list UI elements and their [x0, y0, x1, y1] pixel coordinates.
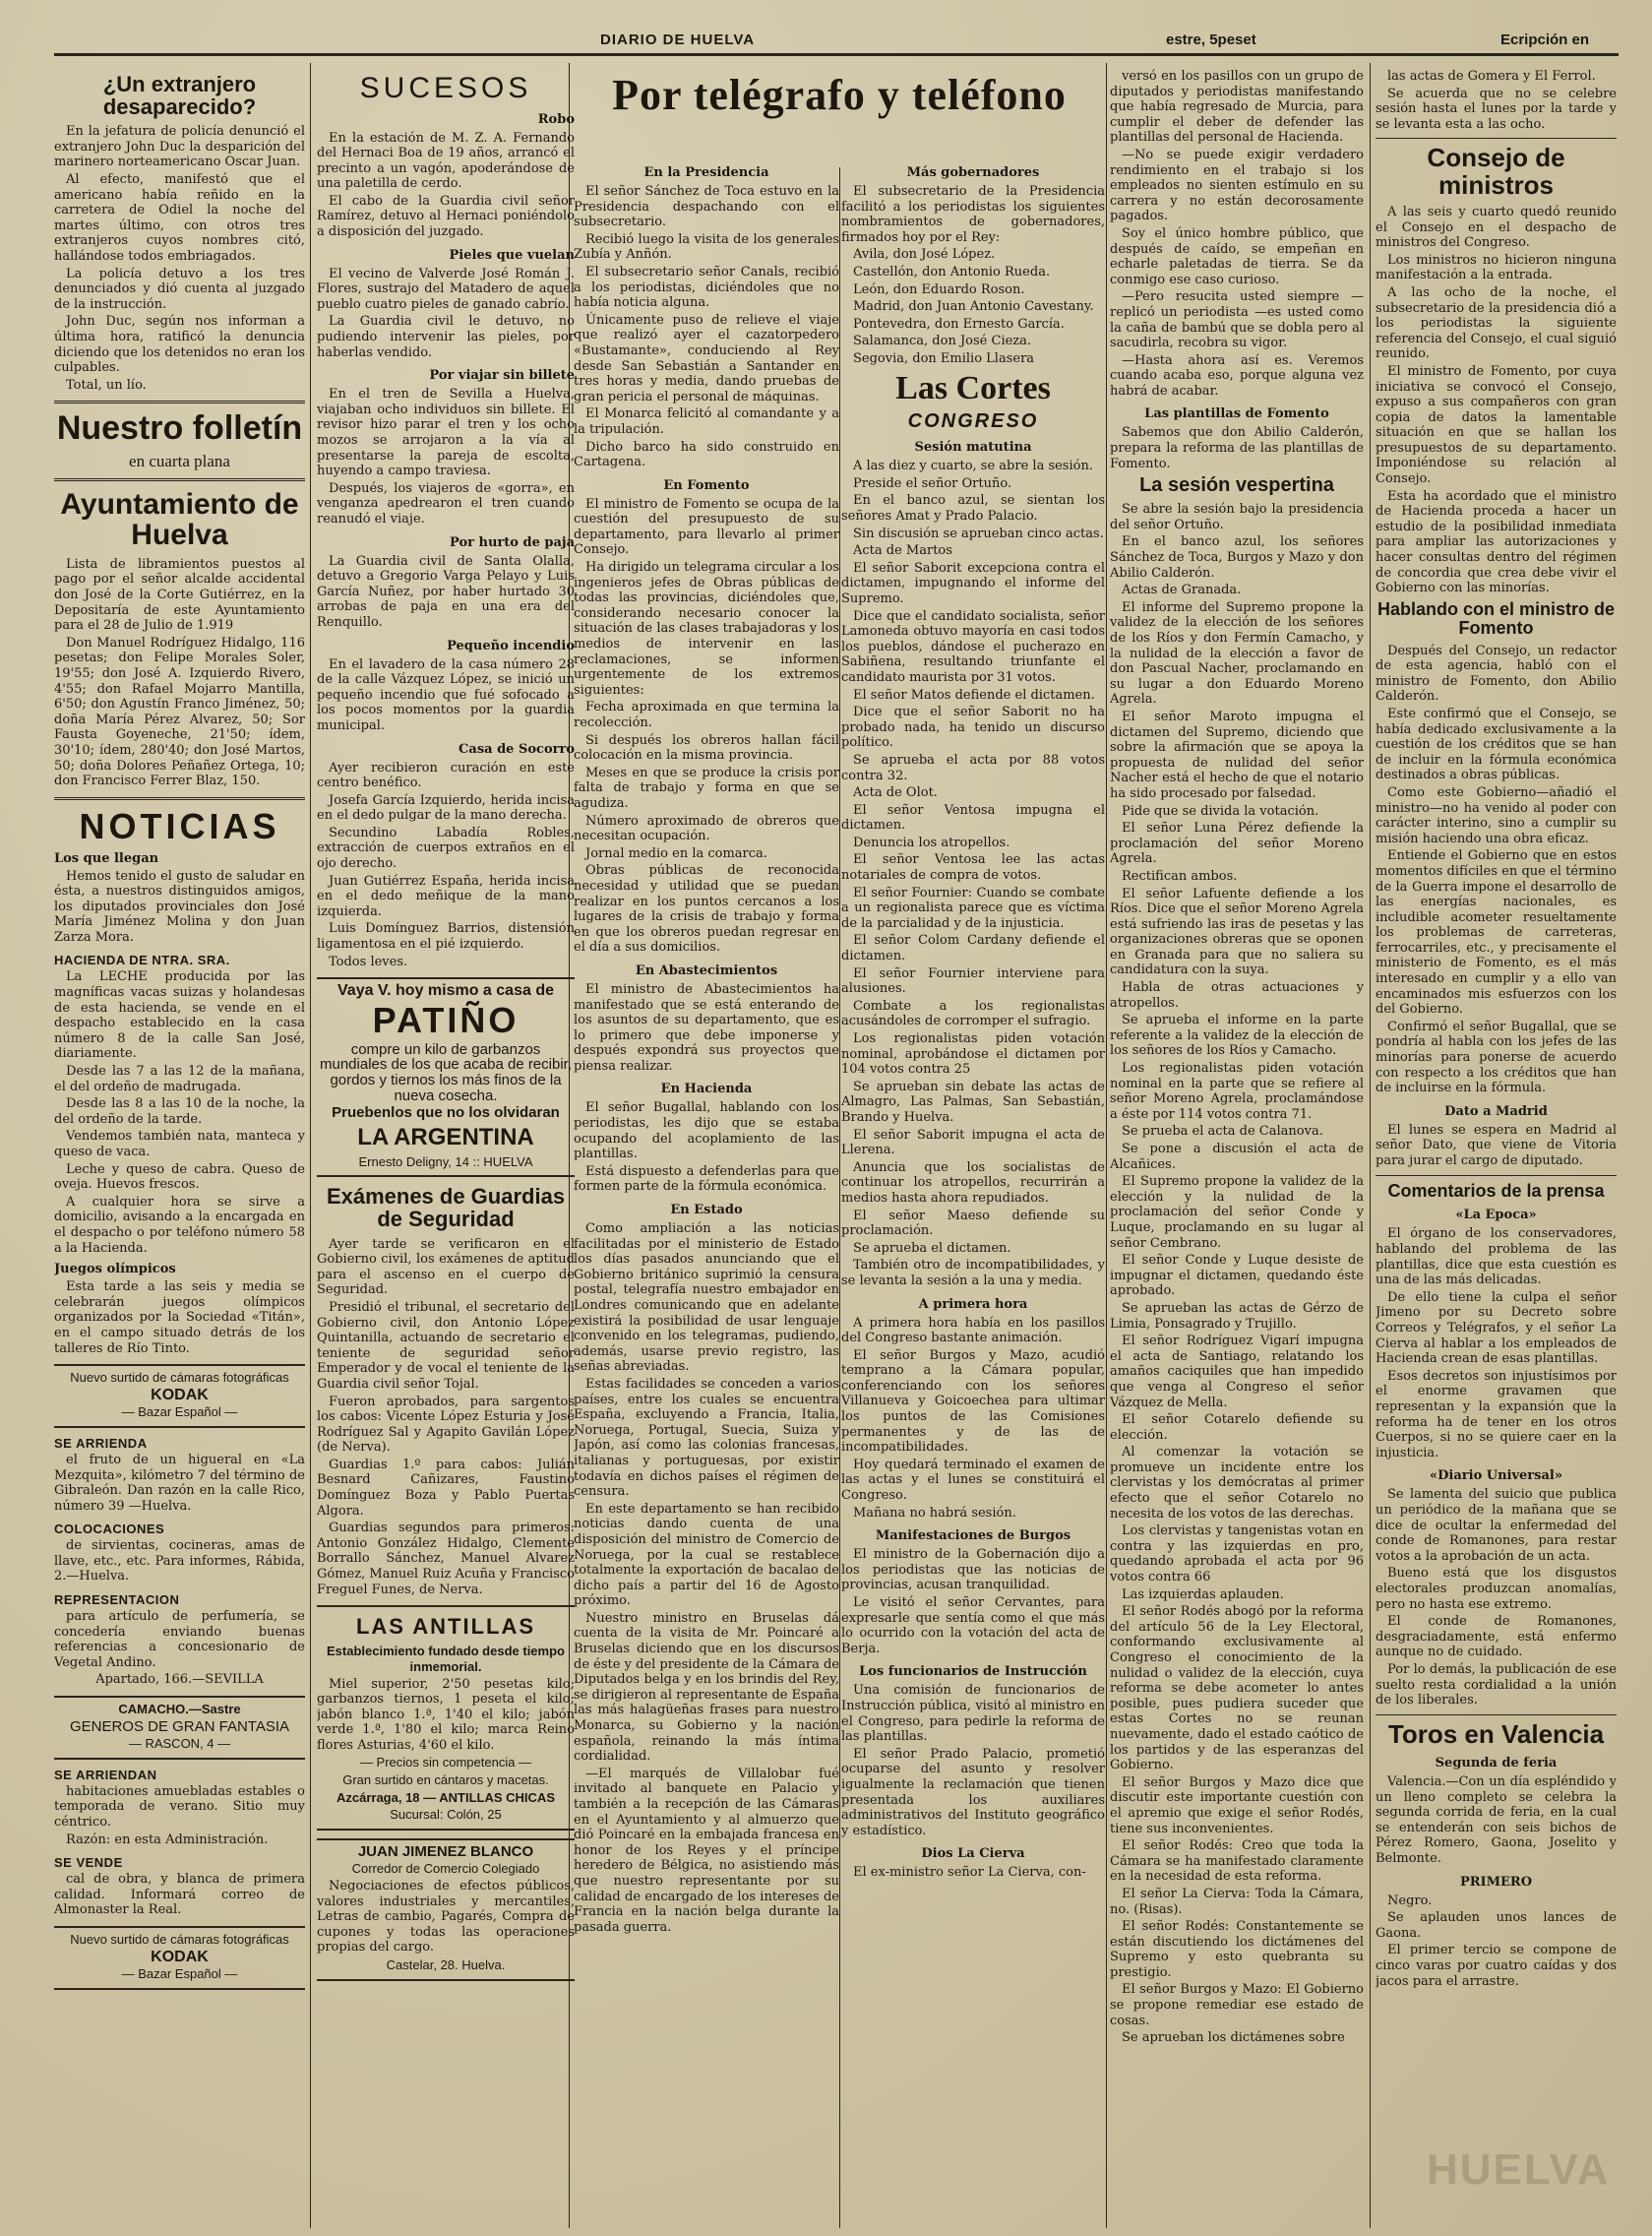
paragraph: —Hasta ahora así es. Veremos cuando acaba eso, porque alguna vez habrá de acabar.	[1110, 352, 1364, 399]
column-3a	[574, 157, 839, 1937]
column-3b	[841, 157, 1105, 1883]
paragraph: Desde las 8 a las 10 de la noche, la del ordeño de la tarde.	[54, 1096, 305, 1127]
jimenez-ad	[317, 1838, 575, 1981]
subhead: Por viajar sin billete	[429, 368, 575, 384]
paragraph: Como este Gobierno—añadió el ministro—no ha venido al poder con carácter interino, sino a cumplir su misión haciendo una obra eficaz.	[1376, 784, 1617, 846]
ad-argentina: LA ARGENTINA	[357, 1123, 534, 1150]
paragraph: Se lamenta del suicio que publica un periódico de la mañana que se dice de ocultar la enfermedad del conde de Romanones, para restar votos a la aprobación de un acta.	[1376, 1487, 1617, 1564]
paragraph: —Pero resucita usted siempre —replicó un periodista —es usted como la caña de bambú que se dobla pero al sacudirla, recobra su vigor.	[1110, 289, 1364, 351]
paragraph: Entiende el Gobierno que en estos momentos difíciles en que el término de la Guerra impone el desarrollo de las energías nacionales, es includible acometer resueltamente los problemas de carreteras, ferrocarriles, etc., y precisamente el ministerio de Fomento, es el más interesado en cumplir y a ello van encaminados mis esfuerzos con los del Gobierno.	[1376, 848, 1617, 1018]
masthead	[54, 30, 1619, 51]
headline-comentarios: Comentarios de la prensa	[1387, 1180, 1605, 1201]
ad-line: compre un kilo de garbanzos mundiales de los que acaba de recibir, gordos y tiernos los más finos de la nueva cosecha.	[320, 1040, 572, 1104]
paragraph: Don Manuel Rodríguez Hidalgo, 116 pesetas; don Felipe Morales Soler, 19'55; don José A. Izquierdo Rivero, 4'55; don Rafael Mojarro Mantilla, 6'50; don Agustín Franco Jiménez, 50; doña María Pérez Alvarez, 50; Sor Fausta Goyeneche, 21'50; ídem, 30'10; ídem, 280'40; don José Martos, 50; doña Dolores Peñañez Ortega, 10; don Francisco Ferrer Blaz, 150.	[54, 635, 305, 789]
paragraph: El ministro de Fomento, por cuya iniciativa se convocó el Consejo, expuso a sus compañeros con gran copia de datos la lamentable situación en que se hallan los presupuestos de su departamento. Imponiéndose su relación al Consejo.	[1376, 363, 1617, 487]
kodak-ad-2	[54, 1926, 305, 1990]
paragraph: El señor Sánchez de Toca estuvo en la Presidencia despachando con el subsecretario.	[574, 184, 839, 230]
paragraph: Se prueba el acta de Calanova.	[1122, 1124, 1323, 1140]
paragraph: Lista de libramientos puestos al pago por el señor alcalde accidental don José de la Corte Gutiérrez, en la Depositaría de este Ayuntamiento para el 28 de Julio de 1.919	[54, 556, 305, 634]
paragraph: Se aprueban sin debate las actas de Almagro, Las Palmas, San Sebastián, Brando y Huelva.	[841, 1079, 1105, 1125]
paragraph: Soy el único hombre público, que después de caído, se empeñan en echarle paletadas de tierra. Se da conmigo ese caso curioso.	[1110, 225, 1364, 287]
paragraph: Meses en que se produce la crisis por falta de trabajo y forma en que se agudiza.	[574, 765, 839, 811]
paragraph: para artículo de perfumería, se concedería enviando buenas referencias a concesionario de Vegetal Andino.	[54, 1609, 305, 1670]
ad-line: Nuevo surtido de cámaras fotográficas	[70, 1370, 289, 1386]
subhead: Juegos olímpicos	[54, 1262, 176, 1277]
subhead: Dios La Cierva	[921, 1846, 1025, 1862]
paragraph: Recibió luego la visita de los generales Zubía y Anñón.	[574, 231, 839, 263]
subhead: Casa de Socorro	[459, 741, 575, 757]
paragraph: Preside el señor Ortuño.	[853, 475, 1012, 491]
subhead: Pieles que vuelan	[449, 247, 575, 263]
column-1	[54, 69, 305, 1998]
paragraph: La Guardia civil de Santa Olalla, detuvo a Gregorio Varga Pelayo y Luis García Nuñez, por haber hurtado 30 arrobas de paja en una era del Renquillo.	[317, 553, 575, 630]
headline-vespertina: La sesión vespertina	[1139, 474, 1334, 497]
paragraph: El señor Bugallal, hablando con los periodistas, les dijo que se estaba ocupando del acoplamiento de las plantillas.	[574, 1100, 839, 1162]
ad-line: Negociaciones de efectos públicos, valores industriales y mercantiles, Letras de cambio, Pagarés, Compra de cupones y todas las operaciones propias del cargo.	[317, 1879, 575, 1956]
paragraph: Pontevedra, don Ernesto García.	[853, 316, 1065, 332]
headline-telegrafo: Por telégrafo y teléfono	[612, 71, 1067, 119]
paragraph: Leche y queso de cabra. Queso de oveja. Huevos frescos.	[54, 1161, 305, 1193]
subhead: En Fomento	[663, 477, 750, 493]
column-3	[574, 69, 1105, 2224]
paragraph: El Supremo propone la validez de la elección y la nulidad de la proclamación del señor Conde y Luque, proclamando en su lugar al señor Cembrano.	[1110, 1174, 1364, 1251]
headline-ayuntamiento: Ayuntamiento de Huelva	[60, 487, 299, 552]
paragraph: Este confirmó que el Consejo, se había dedicado exclusivamente a la cuestión de los créditos que se han de incluir en la fórmula económica destinados a obras públicas.	[1376, 706, 1617, 783]
ad-caption: SE VENDE	[54, 1855, 123, 1871]
paragraph: El señor Maroto impugna el dictamen del Supremo, diciendo que sobre la afirmación que se apoya la propuesta de nulidad del señor Nacher está el hecho de que el notario ha sido procesado por falsedad.	[1110, 709, 1364, 801]
paragraph: Después del Consejo, un redactor de esta agencia, habló con el ministro de Fomento, don Abilio Calderón.	[1376, 643, 1617, 705]
paragraph: En el tren de Sevilla a Huelva, viajaban ocho individuos sin billete. El revisor hizo parar el tren y los ocho mozos se arrojaron a la vía al presentarse la pareja de escolta, huyendo a campo traviesa.	[317, 387, 575, 479]
paragraph: Se aprueba el dictamen.	[853, 1240, 1011, 1256]
ad-caption: REPRESENTACION	[54, 1592, 180, 1608]
paragraph: El señor Burgos y Mazo: El Gobierno se propone remediar ese estado de cosas.	[1110, 1982, 1364, 2028]
paragraph: En el lavadero de la casa número 28 de la calle Vázquez López, se inició un pequeño incendio que fué sofocado a los pocos momentos por la guardia municipal.	[317, 656, 575, 733]
paragraph: León, don Eduardo Roson.	[853, 281, 1025, 297]
column-4	[1110, 69, 1364, 2048]
paragraph: A las seis y cuarto quedó reunido el Consejo en el despacho de ministros del Congreso.	[1376, 204, 1617, 251]
paragraph: Bueno está que los disgustos electorales produzcan anomalías, pero no hasta ese extremo.	[1376, 1566, 1617, 1612]
ad-line: Azcárraga, 18 — ANTILLAS CHICAS	[336, 1789, 555, 1805]
headline-noticias: NOTICIAS	[79, 805, 280, 846]
headline-congreso: CONGRESO	[907, 410, 1039, 433]
paragraph: Por lo demás, la publicación de ese suelto resta cordialidad a la unión de los liberales.	[1376, 1661, 1617, 1708]
paragraph: Actas de Granada.	[1122, 583, 1242, 598]
paragraph: Se pone a discusión el acta de Alcañices.	[1110, 1142, 1364, 1172]
paragraph: Juan Gutiérrez España, herida incisa en el dedo meñique de la mano izquierda.	[317, 873, 575, 919]
paragraph: Avila, don José López.	[853, 247, 996, 263]
paragraph: Los ministros no hicieron ninguna manifestación a la entrada.	[1376, 252, 1617, 283]
paragraph: El señor Ventosa lee las actas notariales de compra de votos.	[841, 852, 1105, 884]
subhead: Sesión matutina	[914, 440, 1032, 456]
paragraph: Está dispuesto a defenderlas para que formen parte de la fórmula económica.	[574, 1163, 839, 1195]
paragraph: Castellón, don Antonio Rueda.	[853, 264, 1051, 280]
headline-hablando: Hablando con el ministro de Fomento	[1377, 598, 1616, 638]
paragraph: A las diez y cuarto, se abre la sesión.	[853, 459, 1093, 474]
ad-line: Establecimiento fundado desde tiempo inmemorial.	[327, 1644, 565, 1674]
paragraph: El órgano de los conservadores, hablando del problema de las plantillas, dice que esta cuestión es una de las más delicadas.	[1376, 1226, 1617, 1288]
paragraph: Una comisión de funcionarios de Instrucción pública, visitó al ministro en el Congreso, para pedirle la reforma de las plantillas.	[841, 1683, 1105, 1745]
ad-line: Corredor de Comercio Colegiado	[351, 1861, 540, 1877]
subhead: Robo	[537, 111, 575, 127]
paragraph: El subsecretario señor Canals, recibió a los periodistas, diciéndoles que no había noticia alguna.	[574, 264, 839, 311]
paragraph: Ayer tarde se verificaron en el Gobierno civil, los exámenes de aptitud para el ascenso en el cuerpo de Seguridad.	[317, 1236, 575, 1298]
subhead: En Hacienda	[660, 1082, 753, 1097]
headline-sucesos: SUCESOS	[359, 72, 532, 104]
paragraph: También otro de incompatibilidades, y se levanta la sesión a la una y media.	[841, 1258, 1105, 1288]
paragraph: Valencia.—Con un día espléndido y un lleno completo se celebra la segunda corrida de feria, en la cual se entenderán con seis bichos de Pérez Romero, Gaona, Joselito y Belmonte.	[1376, 1774, 1617, 1866]
subhead: En la Presidencia	[643, 165, 769, 180]
paragraph: Estas facilidades se conceden a varios países, entre los cuales se encuentra España, excluyendo a Francia, Italia, Noruega, Portugal, Suecia, Suiza y Japón, así como las colonias francesas, italianas y portuguesas, por existir todavía en dichos países el régimen de censura.	[574, 1376, 839, 1500]
paragraph: Se acuerda que no se celebre sesión hasta el lunes por la tarde y se levanta esta a las ocho.	[1376, 86, 1617, 132]
ad-caption: HACIENDA DE NTRA. SRA.	[54, 953, 230, 968]
paragraph: Al efecto, manifestó que el americano había reñido en la carretera de Odiel la noche del martes último, con otros tres extranjeros cuyos nombres citó, hallándose todos embriagados.	[54, 171, 305, 264]
paragraph: El ministro de la Gobernación dijo a los periodistas que las noticias de provincias, acusan tranquilidad.	[841, 1547, 1105, 1593]
paragraph: Dice que el candidato socialista, señor Lamoneda obtuvo mayoría en casi todos los pueblos, dándose el pucherazo en Sabiñena, resultando triunfante el candidato maurista por 31 votos.	[841, 608, 1105, 685]
paragraph: Guardias segundos para primeros: Antonio González Hidalgo, Clemente Borrallo Sánchez, Manuel Alvarez Gómez, Manuel Ruiz Acuña y Francisco Freguel Funes, de Nerva.	[317, 1521, 575, 1597]
paragraph: Se abre la sesión bajo la presidencia del señor Ortuño.	[1110, 502, 1364, 532]
ad-line: Ernesto Deligny, 14 :: HUELVA	[358, 1153, 533, 1169]
paragraph: Guardias 1.º para cabos: Julián Besnard Cañizares, Faustino Domínguez Boza y Pablo Puertas Algora.	[317, 1457, 575, 1519]
column-rule-1	[310, 63, 311, 2228]
subhead: Las plantillas de Fomento	[1144, 406, 1329, 422]
paragraph: Madrid, don Juan Antonio Cavestany.	[853, 299, 1094, 315]
paragraph: Acta de Martos	[853, 543, 952, 559]
paragraph: La LECHE producida por las magníficas vacas suizas y holandesas de esta hacienda, se vende en el despacho establecido en la casa número 8 de la calle San José, diariamente.	[54, 969, 305, 1062]
ad-line: GENEROS DE GRAN FANTASIA	[69, 1717, 290, 1735]
divider	[54, 401, 305, 404]
paragraph: El primer tercio se compone de cinco varas por cuatro caídas y dos jacos para el arrastre.	[1376, 1943, 1617, 1989]
paragraph: Se aprueba el informe en la parte referente a la validez de la elección de los señores de los Ríos y Camacho.	[1110, 1013, 1364, 1059]
ad-line: Sucursal: Colón, 25	[390, 1807, 502, 1823]
paragraph: Si después los obreros hallan fácil colocación en la misma provincia.	[574, 732, 839, 764]
paragraph: Obras públicas de reconocida necesidad y utilidad que se puedan realizar en los puntos cercanos a los lugares de la crisis de trabajo y forma en que los obreros puedan regresar en el día a sus domicilios.	[574, 863, 839, 956]
paragraph: Hemos tenido el gusto de saludar en ésta, a nuestros distinguidos amigos, los diputados provinciales don José María Jiménez Molina y don Juan Zarza Mora.	[54, 868, 305, 945]
ad-line: Castelar, 28. Huelva.	[386, 1957, 506, 1972]
headline-cortes: Las Cortes	[895, 369, 1051, 406]
subhead: Más gobernadores	[906, 165, 1040, 180]
paragraph: Acta de Olot.	[853, 785, 938, 801]
paragraph: El señor La Cierva: Toda la Cámara, no. (Risas).	[1110, 1886, 1364, 1917]
paragraph: Se aplauden unos lances de Gaona.	[1376, 1910, 1617, 1941]
paragraph: A cualquier hora se sirve a domicilio, avisando a la encargada en el despacho o por teléfono número 58 a la Hacienda.	[54, 1194, 305, 1256]
paragraph: De ello tiene la culpa el señor Jimeno por su Decreto sobre Correos y Telégrafos, y el señor La Cierva al hablar a los empleados de Hacienda crean de esas plantillas.	[1376, 1289, 1617, 1367]
paragraph: Ayer recibieron curación en este centro benéfico.	[317, 760, 575, 791]
paragraph: Se aprueban los dictámenes sobre	[1122, 2030, 1345, 2046]
column-rule-5	[1370, 63, 1371, 2228]
paragraph: El señor Fournier interviene para alusiones.	[841, 965, 1105, 997]
paragraph: Al comenzar la votación se promueve un incidente entre los clervistas y los demócratas al primer efecto que el señor Cotarelo no necesita de los votos de las derechas.	[1110, 1445, 1364, 1522]
paragraph: Únicamente puso de relieve el viaje que realizó ayer el cazatorpedero «Bustamante», conduciendo al Rey desde San Sebastián a Santander en tres horas y media, dando pruebas de gran pericia el personal de máquinas.	[574, 312, 839, 404]
ad-line: Gran surtido en cántaros y macetas.	[342, 1772, 549, 1788]
paragraph: Esta tarde a las seis y media se celebrarán juegos olímpicos organizados por la Sociedad «Titán», en el campo situado detrás de los talleres de Río Tinto.	[54, 1279, 305, 1356]
kodak-ad	[54, 1364, 305, 1428]
ad-line: JUAN JIMENEZ BLANCO	[357, 1842, 534, 1860]
paragraph: Los regionalistas piden votación nominal, aprobándose el dictamen por 104 votos contra 25	[841, 1031, 1105, 1078]
subhead: Segunda de feria	[1435, 1756, 1558, 1770]
paragraph: En el banco azul, los señores Sánchez de Toca, Burgos y Mazo y don Abilio Calderón.	[1110, 534, 1364, 581]
paragraph: Apartado, 166.—SEVILLA	[95, 1672, 264, 1688]
paragraph: El informe del Supremo propone la validez de la elección de los señores de los Ríos y don Fermín Camacho, y la nulidad de la elección a favor de don Pascual Nacher, proclamando en su lugar a don Eduardo Moreno Agrela.	[1110, 599, 1364, 708]
paragraph: El lunes se espera en Madrid al señor Dato, que viene de Vitoria para jurar el cargo de diputado.	[1376, 1122, 1617, 1168]
subhead: Los que llegan	[54, 850, 159, 866]
paragraph: El señor Ventosa impugna el dictamen.	[841, 802, 1105, 834]
paragraph: El señor Rodés abogó por la reforma del artículo 56 de la Ley Electoral, conformando exclusivamente al Congreso el conocimiento de la nulidad o validez de la elección, cuya reforma se debe acometer lo antes posible, pues pudiera suceder que estas Cortes no se reunan nuevamente, dado el estado caótico de los partidos y de las esperanzas del Gobierno.	[1110, 1604, 1364, 1773]
paragraph: Luis Domínguez Barrios, distensión ligamentosa en el pié izquierdo.	[317, 921, 575, 953]
subhead: Los funcionarios de Instrucción	[859, 1664, 1087, 1680]
ad-line: CAMACHO.—Sastre	[118, 1702, 241, 1717]
paragraph: Razón: en esta Administración.	[66, 1832, 269, 1847]
divider	[1376, 1175, 1617, 1176]
ad-line: Pruebenlos que no los olvidaran	[332, 1104, 560, 1122]
camacho-ad	[54, 1696, 305, 1760]
column-2	[317, 69, 575, 1989]
ad-line: — RASCON, 4 —	[128, 1736, 231, 1752]
paragraph: Dicho barco ha sido construido en Cartagena.	[574, 439, 839, 470]
paragraph: El señor Rodés: Constantemente se están discutiendo los dictámenes del Supremo y esto quebranta su prestigio.	[1110, 1919, 1364, 1980]
patino-ad	[317, 977, 575, 1177]
paragraph: Denuncia los atropellos.	[853, 835, 1010, 850]
paragraph: Secundino Labadía Robles, extracción de cuerpos extraños en el ojo derecho.	[317, 825, 575, 872]
paragraph: Todos leves.	[329, 954, 408, 969]
paragraph: El ministro de Abastecimientos ha manifestado que se está enterando de los asuntos de su departamento, que es lo primero que debe imponerse y después expondrá sus proyectos que piensa realizar.	[574, 981, 839, 1074]
paragraph: Como ampliación a las noticias facilitadas por el ministerio de Estado los días pasados anunciando que el Gobierno británico suprimió la censura postal, telegrafía nuestro embajador en Londres comunicando que en adelante existirá la posibilidad de usar lenguaje convenido en los telegramas, pudiendo, además, usarse previo registro, las señas abreviadas.	[574, 1221, 839, 1375]
ad-line: Miel superior, 2'50 pesetas kilo; garbanzos tiernos, 1 peseta el kilo; jabón blanco 1.ª, 1'40 el kilo; jabón verde 1.ª, 1'80 el kilo; marca Reino flores Asturias, 4'60 el kilo.	[317, 1676, 575, 1753]
paragraph: El señor Maeso defiende su proclamación.	[841, 1208, 1105, 1239]
paragraph: Dice que el señor Saborit no ha probado nada, ha tenido un discurso político.	[841, 705, 1105, 751]
subhead: «La Epoca»	[1455, 1208, 1537, 1223]
paragraph: las actas de Gomera y El Ferrol.	[1387, 69, 1596, 84]
paragraph: Los clervistas y tangenistas votan en contra y las izquierdas en pro, quedando aprobada el acta por 96 votos contra 66	[1110, 1523, 1364, 1585]
paragraph: Segovia, don Emilio Llasera	[853, 350, 1035, 366]
paragraph: Mañana no habrá sesión.	[853, 1505, 1016, 1521]
paragraph: habitaciones amuebladas estables o temporada de verano. Sitio muy céntrico.	[54, 1783, 305, 1831]
antillas-ad	[317, 1605, 575, 1831]
masthead-date: estre, 5peset	[1166, 31, 1256, 48]
paragraph: El señor Luna Pérez defiende la proclamación del señor Moreno Agrela.	[1110, 821, 1364, 867]
paragraph: Nuestro ministro en Bruselas dá cuenta de la visita de Mr. Poincaré a Bruselas diciendo que en los discursos de éste y del presidente de la Cámara de Diputados belga y en los brindis del Rey, se dirigieron al representante de España las más halagüeñas frases para nuestro Monarca, su Gobierno y la nación española, reinando la más íntima cordialidad.	[574, 1610, 839, 1765]
subhead: En Abastecimientos	[635, 963, 778, 978]
paragraph: El ex-ministro señor La Cierva, con-	[853, 1865, 1086, 1881]
divider	[1376, 138, 1617, 139]
ad-caption: COLOCACIONES	[54, 1522, 165, 1537]
paragraph: En este departamento se han recibido noticias dando cuenta de una disposición del ministro de Comercio de Noruega, por la cual se restablece totalmente la exportación de bacalao de dicho país a partir del 16 de Agosto próximo.	[574, 1501, 839, 1609]
paragraph: El vecino de Valverde José Román J. Flores, sustrajo del Matadero de aquel pueblo cuatro pieles de ganado cabrío.	[317, 266, 575, 312]
paragraph: El señor Cotarelo defiende su elección.	[1110, 1412, 1364, 1443]
paragraph: Se aprueba el acta por 88 votos contra 32.	[841, 752, 1105, 783]
subhead: Dato a Madrid	[1444, 1103, 1548, 1119]
ad-line: Nuevo surtido de cámaras fotográficas	[70, 1931, 289, 1947]
paragraph: Después, los viajeros de «gorra», en venganza apedrearon el tren cuando reanudó el viaje.	[317, 480, 575, 527]
paragraph: La policía detuvo a los tres denunciados y dió cuenta al juzgado de la instrucción.	[54, 266, 305, 312]
paragraph: Anuncia que los socialistas de continuar los atropellos, recurrirán a medios hasta ahora repudiados.	[841, 1159, 1105, 1206]
paragraph: cal de obra, y blanca de primera calidad. Informará correo de Almonaster la Real.	[54, 1872, 305, 1918]
column-5	[1376, 69, 1617, 1991]
paragraph: Negro.	[1387, 1893, 1433, 1908]
paragraph: de sirvientas, cocineras, amas de llave, etc., etc. Para informes, Rábida, 2.—Huelva.	[54, 1538, 305, 1584]
headline-examenes: Exámenes de Guardias de Seguridad	[326, 1184, 566, 1232]
paragraph: Hoy quedará terminado el examen de las actas y el lunes se constituirá el Congreso.	[841, 1457, 1105, 1504]
paragraph: El conde de Romanones, desgraciadamente, está enfermo aunque no de cuidado.	[1376, 1614, 1617, 1660]
paragraph: Esta ha acordado que el ministro de Hacienda proceda a hacer un estudio de la posibilidad inmediata para ampliar las autorizaciones y hacer consultas dentro del régimen de concordia que crea debe vivir el Gobierno con las minorías.	[1376, 488, 1617, 596]
paragraph: Las izquierdas aplauden.	[1122, 1586, 1284, 1602]
divider	[54, 797, 305, 800]
paragraph: el fruto de un higueral en «La Mezquita», kilómetro 7 del término de Gibraleón. Dan razón en la calle Rico, número 39 —Huelva.	[54, 1452, 305, 1514]
paragraph: El Monarca felicitó al comandante y a la tripulación.	[574, 406, 839, 437]
ad-antillas-title: LAS ANTILLAS	[355, 1614, 536, 1640]
paragraph: Se aprueban las actas de Gérzo de Limia, Ponsagrado y Trujillo.	[1110, 1300, 1364, 1332]
masthead-subscription: Ecripción en	[1500, 31, 1590, 48]
subhead: En Estado	[670, 1203, 743, 1218]
paragraph: El señor Saborit excepciona contra el dictamen, impugnando el informe del Supremo.	[841, 560, 1105, 606]
ad-line: — Precios sin competencia —	[359, 1755, 532, 1770]
ad-line: KODAK	[151, 1948, 209, 1965]
paragraph: Fueron aprobados, para sargentos los cabos: Vicente López Esturia y José Rodríguez Sal y Agapito Gavilán López (de Nerva).	[317, 1394, 575, 1456]
paragraph: Combate a los regionalistas acusándoles de corromper el sufragio.	[841, 998, 1105, 1029]
divider	[54, 478, 305, 481]
ad-line: — Bazar Español —	[121, 1966, 238, 1982]
paragraph: El señor Prado Palacio, prometió ocuparse del asunto y resolver igualmente la reclamación que tienen presentada los auxiliares administrativos del Instituto geográfico y estadístico.	[841, 1746, 1105, 1838]
divider	[1376, 1714, 1617, 1715]
paragraph: En el banco azul, se sientan los señores Amat y Prado Palacio.	[841, 493, 1105, 524]
ad-caption: SE ARRIENDA	[54, 1435, 148, 1451]
paragraph: A las ocho de la noche, el subsecretario de la presidencia dió a los periodistas la siguiente referencia del Consejo, el cual siguió reunido.	[1376, 284, 1617, 362]
paragraph: John Duc, según nos informan a última hora, ratificó la denuncia diciendo que los detenidos no eran los culpables.	[54, 314, 305, 376]
paragraph: El cabo de la Guardia civil señor Ramírez, detuvo al Hernaci poniéndolo a disposición del juzgado.	[317, 193, 575, 240]
masthead-title: DIARIO DE HUELVA	[600, 31, 756, 48]
paragraph: El señor Colom Cardany defiende el dictamen.	[841, 933, 1105, 964]
headline-folletin: Nuestro folletín	[56, 409, 303, 448]
paragraph: Fecha aproximada en que termina la recolección.	[574, 700, 839, 730]
paragraph: En la jefatura de policía denunció el extranjero John Duc la desparición del marinero norteamericano Oscar Juan.	[54, 124, 305, 170]
subhead: Pequeño incendio	[447, 638, 575, 653]
paragraph: Desde las 7 a las 12 de la mañana, el del ordeño de madrugada.	[54, 1064, 305, 1094]
paragraph: El señor Burgos y Mazo, acudió temprano a la Cámara popular, conferenciando con los señores Villanueva y Goicoechea para ultimar los puntos de las Comisiones permanentes y de las de incompatibilidades.	[841, 1347, 1105, 1456]
paragraph: Esos decretos son injustísimos por el enorme gravamen que representan y la expansión que la reforma ha de tener en los otros Cuerpos, si no se quiere caer en la injusticia.	[1376, 1368, 1617, 1460]
paragraph: El señor Matos defiende el dictamen.	[853, 687, 1095, 703]
paragraph: El señor Rodés: Creo que toda la Cámara se ha manifestado claramente en la necesidad de esta reforma.	[1110, 1838, 1364, 1885]
paragraph: El señor Conde y Luque desiste de impugnar el dictamen, quedando éste aprobado.	[1110, 1253, 1364, 1299]
paragraph: El señor Fournier: Cuando se combate a un regionalista parece que es víctima de la parcialidad y de la injusticia.	[841, 885, 1105, 931]
paragraph: A primera hora había en los pasillos del Congreso bastante animación.	[841, 1315, 1105, 1346]
subhead: PRIMERO	[1459, 1874, 1533, 1890]
paragraph: Total, un lío.	[66, 377, 147, 393]
paragraph: Le visitó el señor Cervantes, para expresarle que sentía como el que más lo ocurrido con la votación del acta de Berja.	[841, 1595, 1105, 1656]
paragraph: Rectifican ambos.	[1122, 868, 1238, 884]
paragraph: —El marqués de Villalobar fué invitado al banquete en Palacio y también a la recepción de las Cámaras en el Ayuntamiento y al almuerzo que dió Poincaré en la embajada francesa en honor de los Reyes y el príncipe heredero de Bélgica, no asistiendo más que nuestro representante por su calidad de encargado de los intereses de Francia en la nación belga durante la pasada guerra.	[574, 1766, 839, 1935]
paragraph: El subsecretario de la Presidencia facilitó a los periodistas los siguientes nombramientos de gobernadores, firmados hoy por el Rey:	[841, 184, 1105, 245]
paragraph: El ministro de Fomento se ocupa de la cuestión del presupuesto de su departamento, para llevarlo al primer Consejo.	[574, 496, 839, 558]
headline-extranjero: ¿Un extranjero desaparecido?	[102, 72, 257, 120]
paragraph: Pide que se divida la votación.	[1122, 803, 1319, 819]
archive-watermark: HUELVA	[1427, 2145, 1611, 2194]
paragraph: Los regionalistas piden votación nominal en la parte que se refiere al señor Moreno Agrela, proclamándose a éste por 114 votos contra 71.	[1110, 1061, 1364, 1122]
paragraph: Confirmó el señor Bugallal, que se pondría al habla con los jefes de las minorías para ponerse de acuerdo con respecto a los créditos que han de incluirse en la fórmula.	[1376, 1019, 1617, 1096]
ad-caption: SE ARRIENDAN	[54, 1767, 157, 1782]
ad-line: Vaya V. hoy mismo a casa de	[337, 982, 554, 1000]
paragraph: La Guardia civil le detuvo, no pudiendo intervenir las pieles, por haberlas vendido.	[317, 314, 575, 360]
paragraph: Número aproximado de obreros que necesitan ocupación.	[574, 813, 839, 844]
paragraph: Vendemos también nata, manteca y queso de vaca.	[54, 1129, 305, 1160]
masthead-rule	[54, 53, 1619, 56]
paragraph: El señor Rodríguez Vigarí impugna el acta de Santiago, relatando los amaños caciquiles que han impedido que venga al Congreso el señor Vázquez de Mella.	[1110, 1334, 1364, 1410]
paragraph: —No se puede exigir verdadero rendimiento en el trabajo si los empleados no sienten estímulo en su carrera y no están decorosamente pagados.	[1110, 147, 1364, 224]
paragraph: Sin discusión se aprueban cinco actas.	[853, 526, 1104, 541]
folletin-subtitle: en cuarta plana	[129, 451, 230, 470]
paragraph: versó en los pasillos con un grupo de diputados y periodistas manifestando que había regresado de Murcia, para cumplir el deber de defender las plantillas del personal de Hacienda.	[1110, 69, 1364, 146]
headline-toros: Toros en Valencia	[1387, 1718, 1605, 1749]
paragraph: Presidió el tribunal, el secretario del Gobierno civil, don Antonio López Quintanilla, actuando de secretario el teniente de seguridad señor Emperador y de vocal el teniente de la Guardia civil señor Tojal.	[317, 1299, 575, 1392]
paragraph: Salamanca, don José Cieza.	[853, 334, 1032, 349]
headline-consejo: Consejo de ministros	[1427, 143, 1565, 200]
paragraph: En la estación de M. Z. A. Fernando del Hernaci Boa de 19 años, arrancó el precinto a un vagón, apoderándose de una paletilla de cerdo.	[317, 130, 575, 192]
subhead: Por hurto de paja	[450, 534, 575, 550]
paragraph: El señor Burgos y Mazo dice que discutir este importante cuestión con el apremio que exige el señor Rodés, tiene sus inconvenientes.	[1110, 1774, 1364, 1836]
subhead: A primera hora	[918, 1296, 1028, 1312]
ad-line: — Bazar Español —	[121, 1404, 238, 1420]
ad-line: KODAK	[151, 1386, 209, 1403]
ad-patino-title: PATIÑO	[372, 999, 520, 1040]
paragraph: Josefa García Izquierdo, herida incisa en el dedo pulgar de la mano derecha.	[317, 792, 575, 824]
paragraph: El señor Lafuente defiende a los Ríos. Dice que el señor Moreno Agrela está sufriendo las iras de pesetas y las organizaciones obreras que se oponen en Granada para que no saliera su candidatura con la suya.	[1110, 886, 1364, 978]
paragraph: Sabemos que don Abilio Calderón, prepara la reforma de las plantillas de Fomento.	[1110, 425, 1364, 471]
subhead: «Diario Universal»	[1430, 1468, 1562, 1484]
paragraph: El señor Saborit impugna el acta de Llerena.	[841, 1127, 1105, 1158]
paragraph: Jornal medio en la comarca.	[585, 845, 767, 861]
column-rule-4	[1106, 63, 1107, 2228]
paragraph: Habla de otras actuaciones y atropellos.	[1110, 980, 1364, 1011]
paragraph: Ha dirigido un telegrama circular a los ingenieros jefes de Obras públicas de todas las provincias, diciéndoles que, considerando necesario conocer la situación de las clases trabajadoras y los medios de intervenir en las reclamaciones, se informen urgentemente de los extremos siguientes:	[574, 560, 839, 698]
subhead: Manifestaciones de Burgos	[875, 1528, 1071, 1544]
